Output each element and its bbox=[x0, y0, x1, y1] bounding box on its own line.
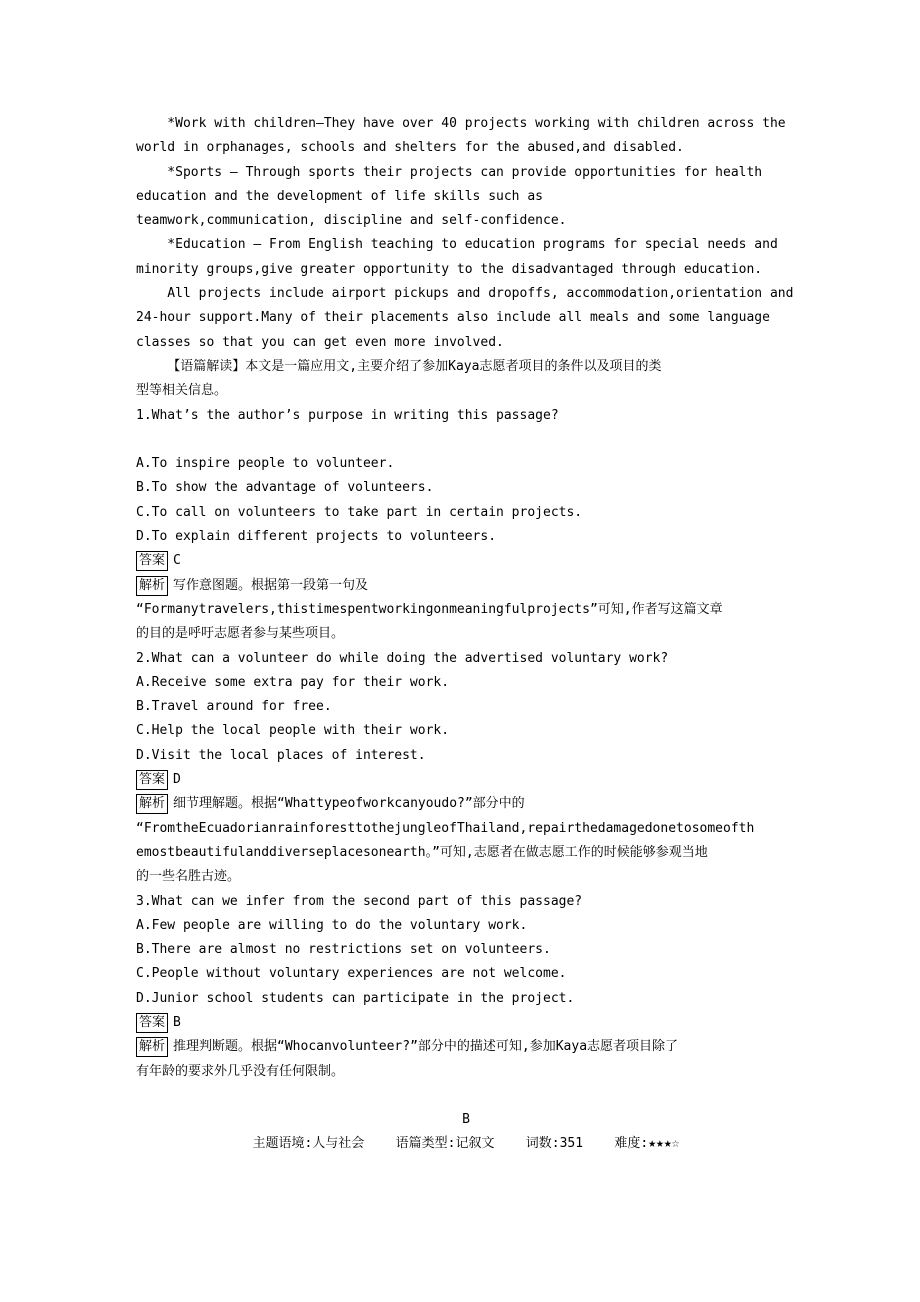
q2-answer-label-box: 答案 bbox=[136, 770, 168, 790]
document-body bbox=[136, 112, 796, 1157]
passage-meta: 主题语境:人与社会 语篇类型:记叙文 词数:351 难度:★★★☆ bbox=[252, 1136, 680, 1152]
q2-option-c: C.Help the local people with their work. bbox=[136, 723, 450, 739]
q2-analysis-line: 的一些名胜古迹。 bbox=[136, 869, 241, 885]
passage-summary-line: 型等相关信息。 bbox=[136, 383, 228, 399]
q3-analysis-label-box: 解析 bbox=[136, 1037, 168, 1057]
passage-line: education and the development of life skills such as bbox=[136, 188, 543, 204]
q2-analysis bbox=[136, 792, 796, 816]
passage-line: 24-hour support.Many of their placements also include all meals and some language bbox=[136, 310, 770, 326]
question-2: 2.What can a volunteer do while doing the advertised voluntary work? bbox=[136, 650, 669, 666]
q1-answer-label-box: 答案 bbox=[136, 551, 168, 571]
q2-option-a: A.Receive some extra pay for their work. bbox=[136, 674, 450, 690]
q1-option-d: D.To explain different projects to volunteers. bbox=[136, 529, 497, 545]
question-3: 3.What can we infer from the second part of this passage? bbox=[136, 893, 583, 909]
passage-summary-line: 【语篇解读】本文是一篇应用文,主要介绍了参加Kaya志愿者项目的条件以及项目的类 bbox=[136, 358, 662, 374]
blank-line bbox=[136, 1084, 796, 1108]
blank-line bbox=[136, 428, 796, 452]
q2-option-b: B.Travel around for free. bbox=[136, 699, 332, 715]
section-label: B bbox=[462, 1112, 470, 1128]
passage-line: *Education — From English teaching to education programs for special needs and bbox=[136, 237, 778, 253]
q1-analysis-label-box: 解析 bbox=[136, 576, 168, 596]
passage-line: All projects include airport pickups and dropoffs, accommodation,orientation and bbox=[136, 286, 794, 302]
q2-analysis-text: 细节理解题。根据“Whattypeofworkcanyoudo?”部分中的 bbox=[173, 796, 525, 812]
q3-option-c: C.People without voluntary experiences are not welcome. bbox=[136, 966, 567, 982]
q2-analysis-line: “FromtheEcuadorianrainforesttothejungleofThailand,repairthedamagedonetosomeofth bbox=[136, 820, 755, 836]
passage-line: *Sports — Through sports their projects can provide opportunities for health bbox=[136, 164, 763, 180]
q2-option-d: D.Visit the local places of interest. bbox=[136, 747, 426, 763]
q1-answer-text: C bbox=[173, 553, 181, 569]
passage-line: minority groups,give greater opportunity to the disadvantaged through education. bbox=[136, 261, 763, 277]
q1-analysis-line: “Formanytravelers,thistimespentworkingonmeaningfulprojects”可知,作者写这篇文章 bbox=[136, 601, 723, 617]
q3-analysis-line: 有年龄的要求外几乎没有任何限制。 bbox=[136, 1063, 345, 1079]
q3-analysis-text: 推理判断题。根据“Whocanvolunteer?”部分中的描述可知,参加Kaya志愿者项目除了 bbox=[173, 1039, 679, 1055]
q2-analysis-label-box: 解析 bbox=[136, 794, 168, 814]
q3-option-a: A.Few people are willing to do the voluntary work. bbox=[136, 917, 528, 933]
passage-line: *Work with children—They have over 40 projects working with children across the bbox=[136, 116, 786, 131]
passage-line: classes so that you can get even more involved. bbox=[136, 334, 504, 350]
q1-option-b: B.To show the advantage of volunteers. bbox=[136, 480, 434, 496]
question-1: 1.What’s the author’s purpose in writing this passage? bbox=[136, 407, 559, 423]
passage-line: world in orphanages, schools and shelters for the abused,and disabled. bbox=[136, 140, 684, 156]
q1-analysis-line: 的目的是呼吁志愿者参与某些项目。 bbox=[136, 626, 345, 642]
q1-answer bbox=[136, 549, 796, 573]
q3-option-d: D.Junior school students can participate in the project. bbox=[136, 990, 575, 1006]
q3-analysis bbox=[136, 1035, 796, 1059]
q1-analysis-text: 写作意图题。根据第一段第一句及 bbox=[173, 577, 369, 593]
q1-analysis bbox=[136, 574, 796, 598]
passage-line: teamwork,communication, discipline and self-confidence. bbox=[136, 213, 567, 229]
q3-answer bbox=[136, 1011, 796, 1035]
q3-answer-text: B bbox=[173, 1014, 181, 1030]
q3-option-b: B.There are almost no restrictions set on volunteers. bbox=[136, 942, 551, 958]
q3-answer-label-box: 答案 bbox=[136, 1013, 168, 1033]
q1-option-a: A.To inspire people to volunteer. bbox=[136, 456, 395, 472]
q2-answer-text: D bbox=[173, 772, 181, 788]
q2-analysis-line: emostbeautifulanddiverseplacesonearth。”可知,志愿者在做志愿工作的时候能够参观当地 bbox=[136, 844, 708, 860]
q1-option-c: C.To call on volunteers to take part in certain projects. bbox=[136, 504, 583, 520]
q2-answer bbox=[136, 768, 796, 792]
